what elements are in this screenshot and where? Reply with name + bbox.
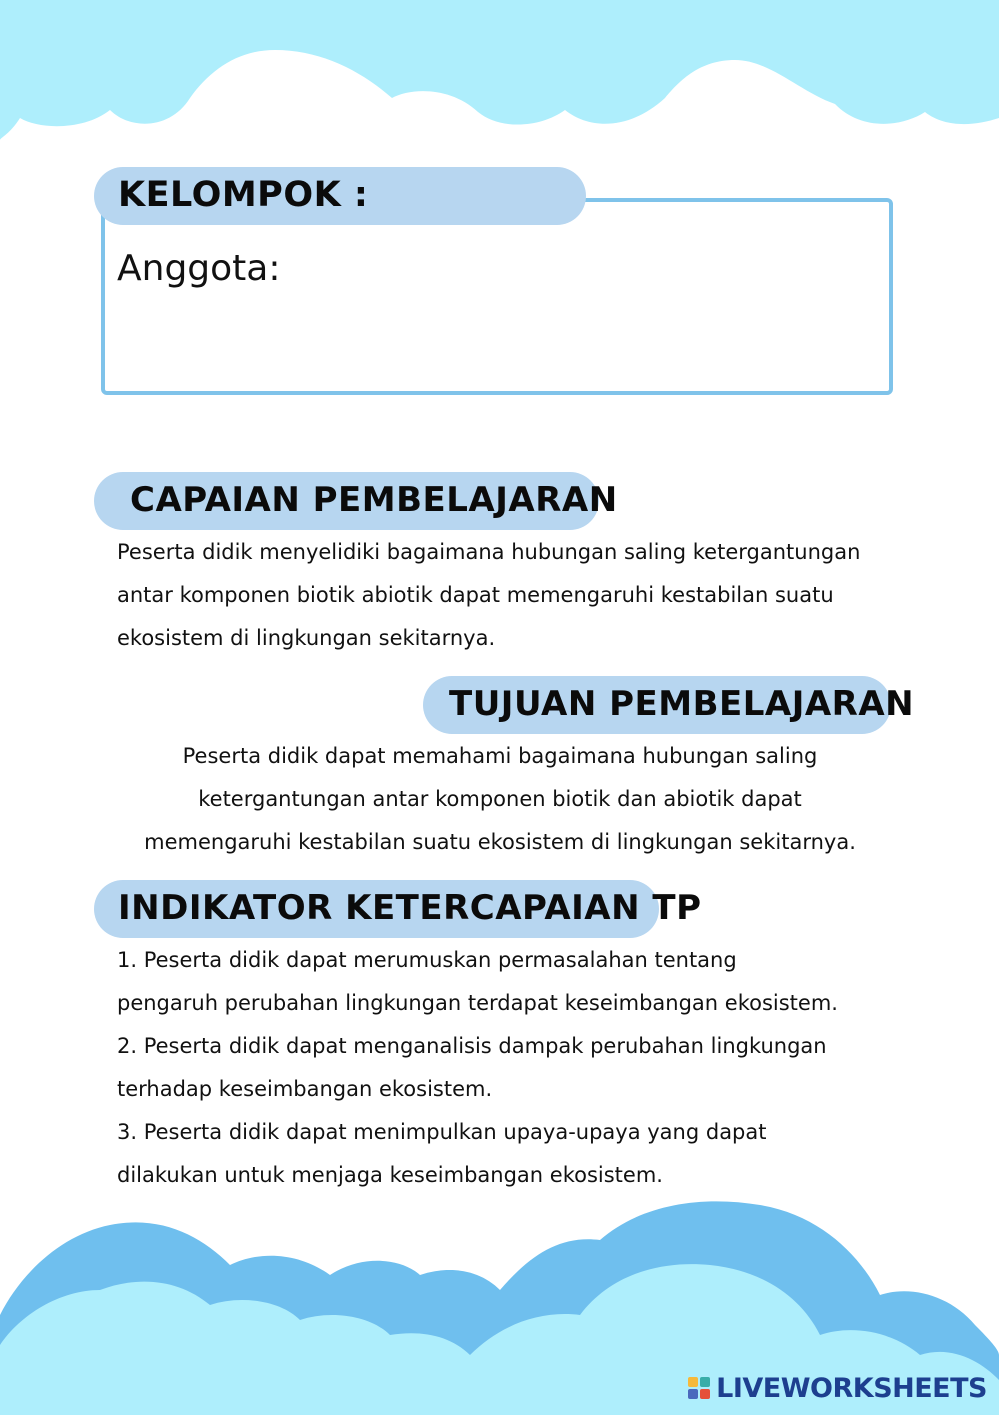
tujuan-text bbox=[100, 735, 900, 864]
indikator-line: 3. Peserta didik dapat menimpulkan upaya-upaya yang dapat bbox=[117, 1120, 767, 1144]
tujuan-title: TUJUAN PEMBELAJARAN bbox=[423, 676, 891, 734]
indikator-line: dilakukan untuk menjaga keseimbangan ekosistem. bbox=[117, 1163, 663, 1187]
indikator-title: INDIKATOR KETERCAPAIAN TP bbox=[94, 880, 659, 938]
tujuan-line: Peserta didik dapat memahami bagaimana hubungan saling bbox=[182, 744, 818, 768]
capaian-line: ekosistem di lingkungan sekitarnya. bbox=[117, 626, 496, 650]
capaian-line: Peserta didik menyelidiki bagaimana hubungan saling ketergantungan bbox=[117, 540, 861, 564]
indikator-line: pengaruh perubahan lingkungan terdapat keseimbangan ekosistem. bbox=[117, 991, 838, 1015]
capaian-title: CAPAIAN PEMBELAJARAN bbox=[94, 472, 599, 530]
tujuan-line: memengaruhi kestabilan suatu ekosistem di lingkungan sekitarnya. bbox=[144, 830, 856, 854]
top-cloud-border bbox=[0, 0, 999, 150]
group-info-box bbox=[101, 198, 893, 395]
members-label: Anggota: bbox=[117, 248, 281, 289]
indikator-text bbox=[117, 939, 838, 1197]
indikator-line: 2. Peserta didik dapat menganalisis dampak perubahan lingkungan bbox=[117, 1034, 827, 1058]
indikator-line: 1. Peserta didik dapat merumuskan permasalahan tentang bbox=[117, 948, 737, 972]
brand-name: LIVEWORKSHEETS bbox=[716, 1372, 987, 1404]
brand-logo-icon bbox=[688, 1377, 710, 1399]
group-label: KELOMPOK : bbox=[94, 167, 586, 225]
tujuan-line: ketergantungan antar komponen biotik dan abiotik dapat bbox=[198, 787, 802, 811]
capaian-text bbox=[117, 531, 860, 660]
indikator-line: terhadap keseimbangan ekosistem. bbox=[117, 1077, 493, 1101]
brand-watermark bbox=[688, 1371, 987, 1405]
capaian-line: antar komponen biotik abiotik dapat memengaruhi kestabilan suatu bbox=[117, 583, 834, 607]
